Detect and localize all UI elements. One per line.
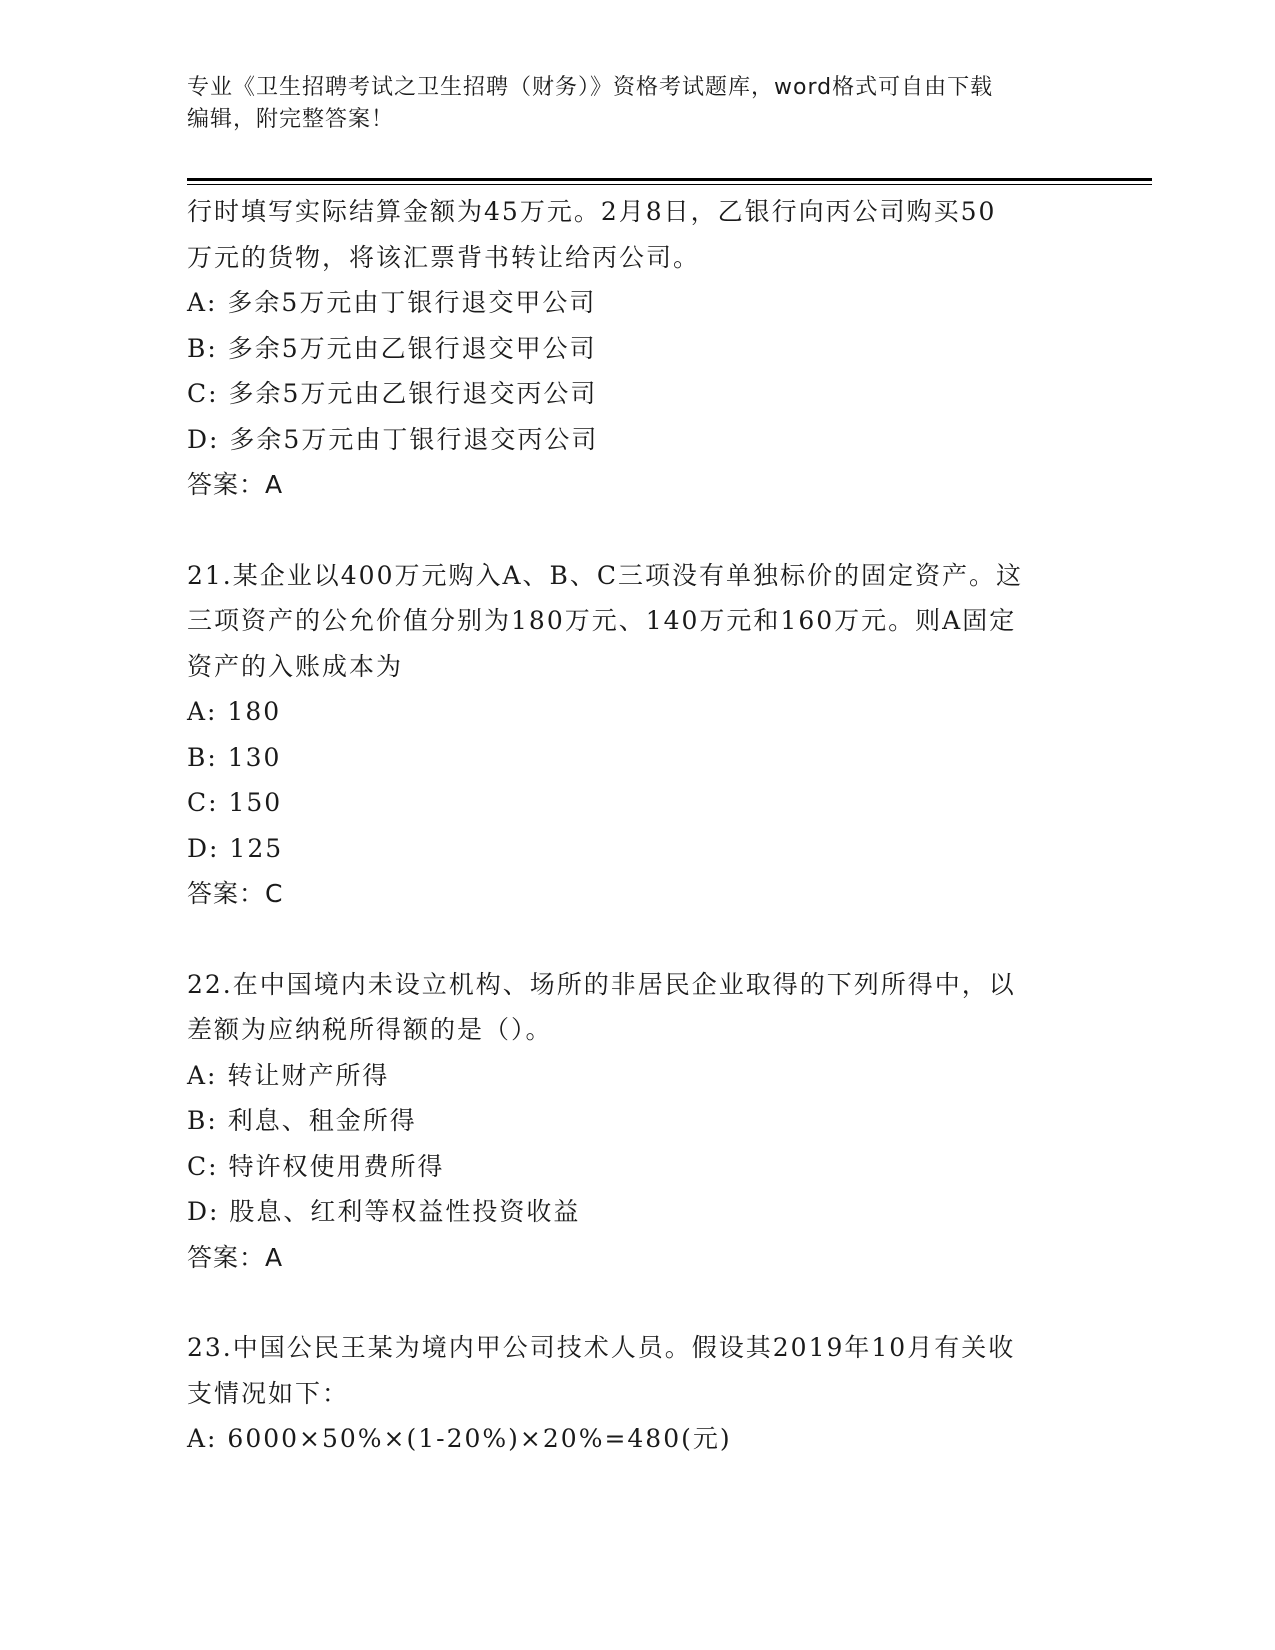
spacer — [187, 1280, 1087, 1325]
option-d: D: 125 — [187, 833, 284, 863]
option-a: A: 6000×50%×(1-20%)×20%=480(元) — [187, 1424, 732, 1453]
header-line-1: 专业《卫生招聘考试之卫生招聘（财务）》资格考试题库，word格式可自由下载 — [187, 75, 994, 100]
question-text-line: 差额为应纳税所得额的是（）。 — [187, 1015, 553, 1044]
question-21 — [187, 553, 1087, 917]
question-text-line: 万元的货物，将该汇票背书转让给丙公司。 — [187, 242, 701, 272]
question-text-line: 资产的入账成本为 — [187, 651, 404, 681]
answer-label: 答案：A — [187, 1242, 284, 1272]
document-header — [187, 72, 1087, 136]
question-22 — [187, 962, 1087, 1281]
option-a: A: 180 — [187, 697, 282, 726]
spacer — [187, 917, 1087, 962]
option-c: C: 特许权使用费所得 — [187, 1151, 445, 1181]
option-d: D: 多余5万元由丁银行退交丙公司 — [187, 424, 599, 454]
option-b: B: 130 — [187, 742, 282, 772]
question-text-line: 22.在中国境内未设立机构、场所的非居民企业取得的下列所得中，以 — [187, 969, 1016, 999]
option-d: D: 股息、红利等权益性投资收益 — [187, 1197, 581, 1226]
header-divider-thin — [187, 184, 1152, 185]
option-a: A: 多余5万元由丁银行退交甲公司 — [187, 288, 597, 317]
option-c: C: 多余5万元由乙银行退交丙公司 — [187, 379, 598, 408]
question-20 — [187, 189, 1087, 508]
header-line-2: 编辑，附完整答案！ — [187, 107, 395, 132]
spacer — [187, 508, 1087, 553]
option-b: B: 多余5万元由乙银行退交甲公司 — [187, 333, 597, 363]
question-text-line: 行时填写实际结算金额为45万元。2月8日，乙银行向丙公司购买50 — [187, 197, 997, 226]
option-a: A: 转让财产所得 — [187, 1060, 390, 1090]
question-text-line: 支情况如下： — [187, 1378, 350, 1408]
document-body — [187, 189, 1087, 1462]
question-text-line: 三项资产的公允价值分别为180万元、140万元和160万元。则A固定 — [187, 606, 1017, 635]
question-text-line: 23.中国公民王某为境内甲公司技术人员。假设其2019年10月有关收 — [187, 1333, 1016, 1362]
option-c: C: 150 — [187, 788, 283, 817]
question-23 — [187, 1325, 1087, 1462]
answer-label: 答案：A — [187, 470, 284, 499]
answer-label: 答案：C — [187, 879, 284, 908]
option-b: B: 利息、租金所得 — [187, 1106, 417, 1135]
header-divider-thick — [187, 178, 1152, 181]
question-text-line: 21.某企业以400万元购入A、B、C三项没有单独标价的固定资产。这 — [187, 560, 1024, 590]
